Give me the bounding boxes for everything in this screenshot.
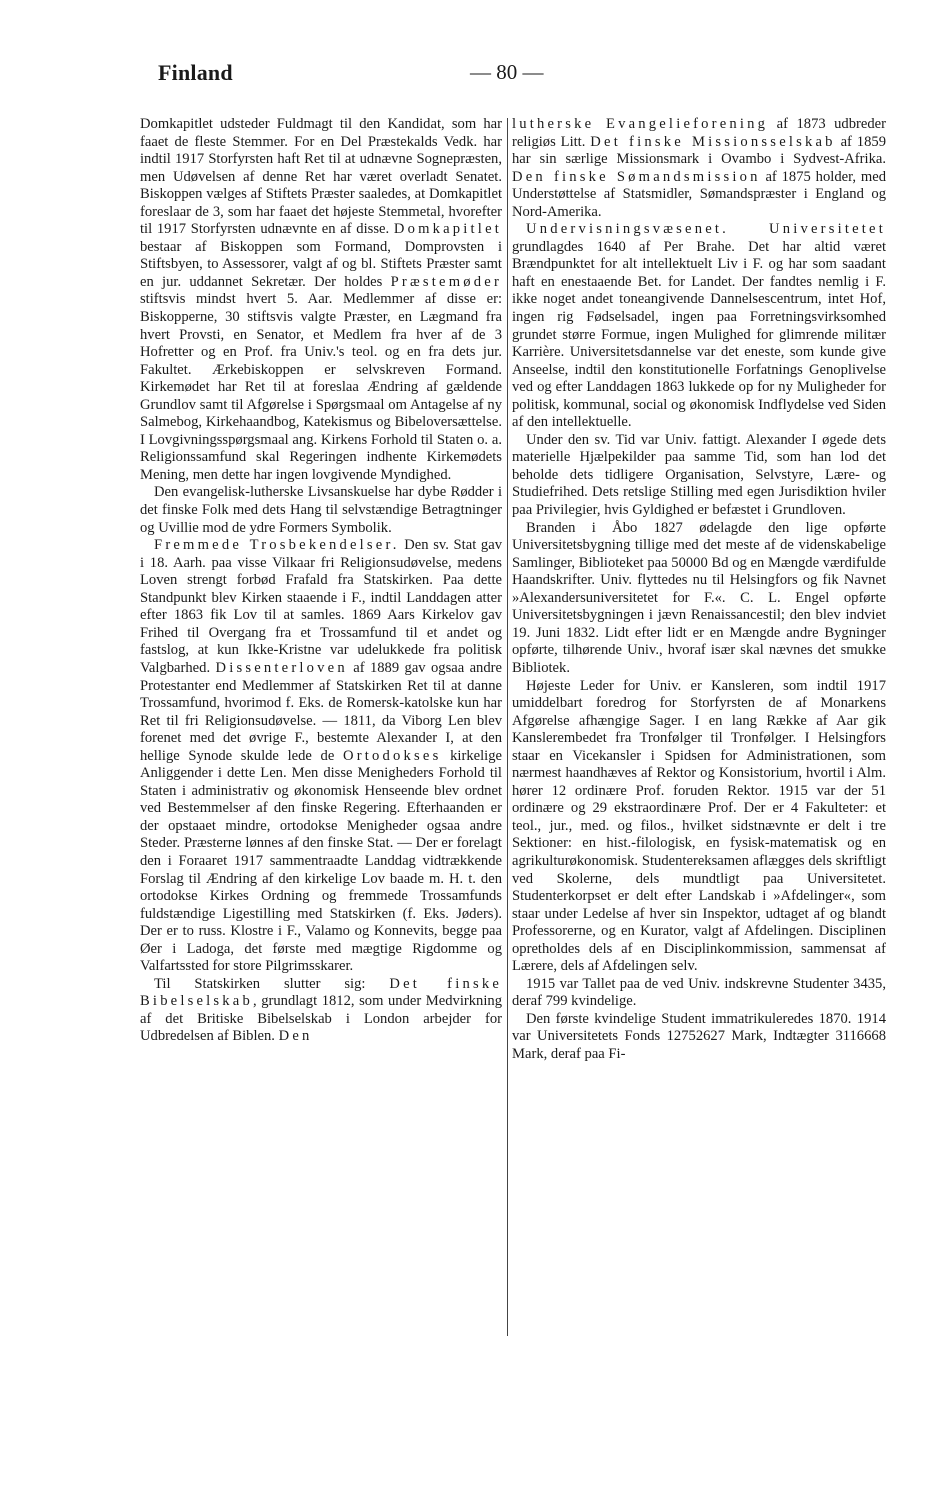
paragraph: [512, 116, 886, 221]
paragraph: [140, 976, 502, 1046]
text-run: grundlagdes 1640 af Per Brahe. Det har altid været Brændpunktet for alt intellektuelt Liv i F. og har som saadant haft en enestaaende Bet. for Landet. Der fandtes nemlig i F. ikke noget andet toneangivende Dannelsescentrum, intet Hof, ingen rig Fødselsadel, ingen paa Forretningsvirksomhed grundet større Formue, ingen Mulighed for glimrende militær Karrière. Universitetsdannelse var det eneste, som kunde give Anseelse, indtil den konstitutionelle Forfatnings Genoplivelse ved og efter Landdagen 1863 lukkede op for ny Muligheder for politisk, kommunal, social og økonomisk Indflydelse ved Siden af den intellektuelle.: [512, 238, 886, 431]
page-number: — 80 —: [470, 60, 544, 84]
spaced-emphasis-text: Domkapitlet: [393, 221, 502, 238]
paragraph: [140, 484, 502, 537]
text-run: af 1875 holder, med Understøttelse af Statsmidler, Sømandspræster i England og Nord-Amerika.: [512, 168, 886, 220]
paragraph: [512, 1011, 886, 1064]
paragraph: [512, 520, 886, 678]
paragraph: [140, 116, 502, 484]
text-run: , grundlagt 1812, som under Medvirkning af det Britiske Bibelselskab i London arbejder for Udbredelsen af Biblen.: [140, 993, 502, 1045]
text-run: af 1859 har sin særlige Missionsmark i Ovambo i Sydvest-Afrika.: [512, 133, 886, 168]
spaced-emphasis-text: Undervisningsvæsenet.: [526, 221, 729, 238]
right-column: [512, 116, 886, 1064]
spaced-emphasis-text: Præstemøder: [390, 273, 502, 290]
spaced-emphasis-text: Den finske Sømandsmission: [512, 168, 761, 185]
text-run: stiftsvis mindst hvert 5. Aar. Medlemmer af disse er: Biskopperne, 30 stiftsvis valgte Præster, en Lægmand fra hvert Provsti, en Senator, et Medlem fra hver af de 3 Hofretter og en Prof. fra Univ.'s teol. og en fra dets jur. Fakultet. Ærkebiskoppen er selvskreven Formand. Kirkemødet har Ret til at foreslaa Ændring af gældende Grundlov samt til Afgørelse i Spørgsmaal om Antagelse af ny Salmebog, Kirkehaandbog, Katekismus og Bibeloversættelse. I Lovgivningsspørgsmaal ang. Kirkens Forhold til Staten o. a. Religionssamfund skal Regeringen indhente Kirkemødets Mening, men dette har ingen lovgivende Myndighed.: [140, 291, 502, 483]
spaced-emphasis-text: Universitetet: [769, 221, 886, 238]
spaced-emphasis-text: Fremmede Trosbekendelser.: [154, 537, 400, 554]
page-header: [0, 58, 936, 88]
column-divider: [507, 118, 508, 1336]
text-run: Domkapitlet udsteder Fuldmagt til den Kandidat, som har faaet de fleste Stemmer. For en Del Præstekalds Vedk. har indtil 1917 Storfyrsten haft Ret til at udnævne Sognepræsten, men Udøvelsen af denne Ret har været overladt Senatet. Biskoppen vælges af Stiftets Præster saaledes, at Domkapitlet foreslaar de 3, som har faaet det højeste Stemmetal, hvorefter til 1917 Storfyrsten udnævnte en af disse.: [140, 116, 502, 238]
paragraph: [140, 537, 502, 976]
text-run: Højeste Leder for Univ. er Kansleren, som indtil 1917 umiddelbart foredrog for Storfyrsten de af Monarkens Afgørelse afhængige Sager. I en lang Række af Aar gik Kanslerembedet fra Tronfølger til Tronfølger. I Helsingfors staar en Vicekansler i Spidsen for Administrationen, som nærmest haandhæves af Rektor og Konsistorium, hvortil i Alm. hører 12 ordinære Prof. foruden Rektor. 1915 var der 51 ordinære og 29 ekstraordinære Prof. Der er 4 Fakulteter: et teol., jur., med. og filos., hvilket sidstnævnte er delt i tre Sektioner: en hist.-filologisk, en fysisk-matematisk og en agrikulturøkonomisk. Studentereksamen aflægges dels skriftligt ved Skolerne, dels mundtligt paa Universitetet. Studenterkorpset er delt efter Landskab i »Afdelinger«, som staar under Ledelse af hver sin Inspektor, udtaget af og blandt Professorerne, og en Kurator, valgt af Afdelingen. Disciplinen opretholdes dels af en Disciplinkommission, sammensat af Lærere, dels af Afdelingen selv.: [512, 677, 886, 975]
spaced-emphasis-text: Det finske Bibelselskab: [140, 975, 502, 1010]
spaced-emphasis-text: Dissenterloven: [215, 659, 348, 676]
spaced-emphasis-text: lutherske Evangelieforening: [512, 116, 769, 132]
text-run: af 1873 udbreder religiøs Litt.: [512, 116, 886, 150]
text-run: Den evangelisk-lutherske Livsanskuelse har dybe Rødder i det finske Folk med dets Hang til selvstændige Betragtninger og Uvillie mod de ydre Formers Symbolik.: [140, 484, 502, 536]
paragraph: [512, 432, 886, 520]
text-run: [729, 221, 769, 237]
text-run: Den første kvindelige Student immatrikuleredes 1870. 1914 var Universitetets Fonds 12752627 Mark, Indtægter 3116668 Mark, deraf paa Fi-: [512, 1010, 886, 1062]
spaced-emphasis-text: Den: [278, 1028, 313, 1045]
text-run: Den sv. Stat gav i 18. Aarh. paa visse Vilkaar fri Religionsudøvelse, medens Loven strengt forbød Frafald fra Statskirken. Paa dette Standpunkt blev Kirken staaende i F., indtil Landdagen atter efter 1863 fik Lov til at samles. 1869 Aars Kirkelov gav Frihed til Overgang fra et Trossamfund til et andet og fastslog, at kun Ikke-Kristne var udelukkede fra politisk Valgbarhed.: [140, 537, 502, 676]
text-run: Branden i Åbo 1827 ødelagde den lige opførte Universitetsbygning tillige med det meste af de videnskabelige Samlinger, Biblioteket paa 50000 Bd og en Mængde værdifulde Haandskrifter. Univ. flyttedes nu til Helsingfors og fik Navnet »Alexandersuniversitetet for F.«. C. L. Engel opførte Universitetsbygningen i jævn Renaissancestil; den blev indviet 19. Juni 1832. Lidt efter lidt er en Mængde andre Bygninger opførte, tilhørende Univ., hvoraf især skal nævnes det smukke Bibliotek.: [512, 519, 886, 676]
text-run: Til Statskirken slutter sig:: [154, 975, 390, 992]
text-run: kirkelige Anliggender i dette Len. Men disse Menigheders Forhold til Staten i administrativ og økonomisk Henseende blev ordnet ved Bestemmelser af den finske Regering. Efterhaanden er der opstaaet mindre, ortodokse Menigheder ogsaa andre Steder. Præsterne lønnes af den finske Stat. — Der er forelagt den i Foraaret 1917 sammentraadte Landdag vidtrækkende Forslag til Ændring af den kirkelige Lov baade m. H. t. den ortodokse Kirkes Ordning og fremmede Trossamfunds fuldstændige Ligestilling med Statskirken (f. Eks. Jøders). Der er to russ. Klostre i F., Valamo og Konnevits, begge paa Øer i Ladoga, det første med mægtige Rigdomme og Valfartssted for store Pilgrimsskarer.: [140, 747, 502, 975]
running-head-country: Finland: [158, 60, 233, 85]
paragraph: [512, 976, 886, 1011]
spaced-emphasis-text: Ortodokses: [342, 747, 442, 764]
text-run: Under den sv. Tid var Univ. fattigt. Alexander I øgede dets materielle Hjælpekilder paa samme Tid, som han lod det beholde dets tidligere Organisation, Selvstyre, Lære- og Studiefrihed. Dets retslige Stilling med egen Jurisdiktion hviler paa Privilegier, hvis Gyldighed er befæstet i Grundloven.: [512, 431, 886, 519]
spaced-emphasis-text: Det finske Missionsselskab: [590, 133, 836, 150]
text-run: bestaar af Biskoppen som Formand, Domprovsten i Stiftsbyen, to Assessorer, valgt af og bl. Stiftets Præster samt en jur. uddannet Sekretær. Der holdes: [140, 238, 502, 290]
text-run: 1915 var Tallet paa de ved Univ. indskrevne Studenter 3435, deraf 799 kvindelige.: [512, 975, 886, 1010]
paragraph: [512, 221, 886, 432]
paragraph: [512, 678, 886, 976]
text-run: af 1889 gav ogsaa andre Protestanter end Medlemmer af Statskirken Ret til at danne Trossamfund, hvorimod f. Eks. de Romersk-katolske kun har Ret til fri Religionsudøvelse. — 1811, da Viborg Len blev forenet med det øvrige F., bestemte Alexander I, at den hellige Synode skulde lede de: [140, 659, 502, 764]
left-column: [140, 116, 502, 1046]
